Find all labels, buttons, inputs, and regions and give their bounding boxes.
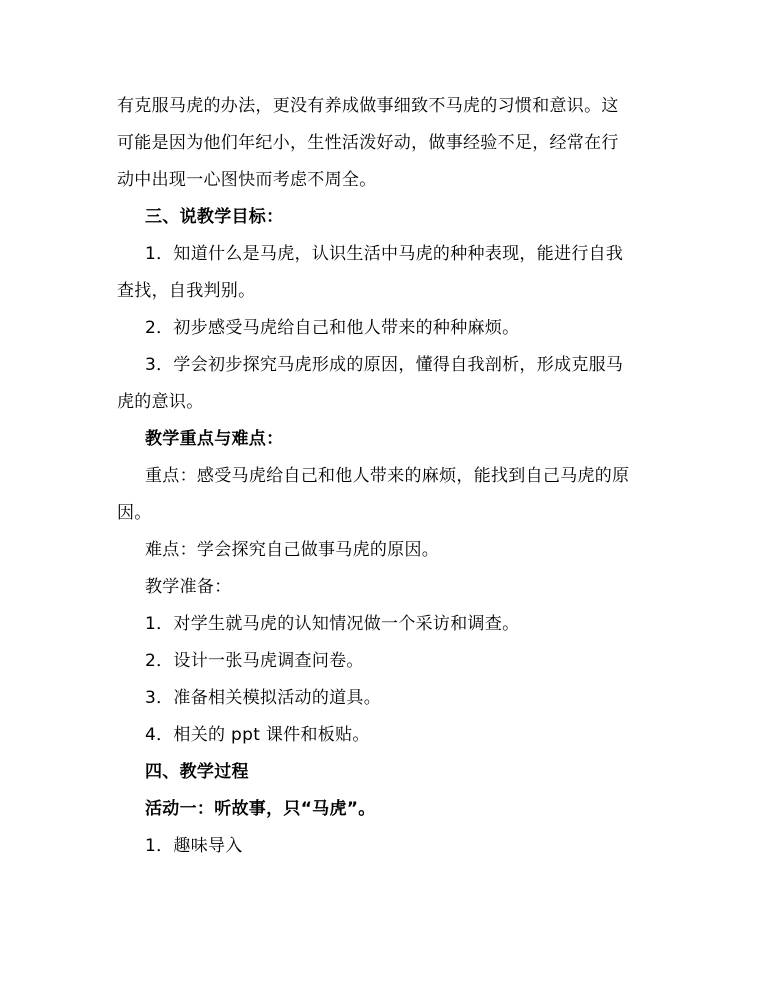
list-item: 2．初步感受马虎给自己和他人带来的种种麻烦。	[145, 318, 520, 338]
paragraph-line: 动中出现一心图快而考虑不周全。	[117, 170, 377, 190]
section-heading: 教学重点与难点：	[145, 429, 284, 449]
list-item: 2．设计一张马虎调查问卷。	[145, 651, 364, 671]
paragraph-line: 重点：感受马虎给自己和他人带来的麻烦，能找到自己马虎的原	[145, 466, 630, 486]
list-item-continuation: 查找，自我判别。	[117, 281, 256, 301]
paragraph-line: 因。	[117, 503, 152, 523]
list-item: 1．趣味导入	[145, 836, 243, 856]
list-item: 4．相关的 ppt 课件和板贴。	[145, 725, 370, 745]
section-heading: 四、教学过程	[145, 762, 249, 782]
list-item: 3．准备相关模拟活动的道具。	[145, 688, 382, 708]
paragraph-line: 可能是因为他们年纪小，生性活泼好动，做事经验不足，经常在行	[117, 133, 619, 153]
section-heading: 三、说教学目标：	[145, 207, 284, 227]
activity-heading: 活动一：听故事，只“马虎”。	[145, 799, 376, 819]
list-item: 3．学会初步探究马虎形成的原因，懂得自我剖析，形成克服马	[145, 355, 624, 375]
list-item-continuation: 虎的意识。	[117, 392, 204, 412]
list-item: 1．知道什么是马虎，认识生活中马虎的种种表现，能进行自我	[145, 244, 624, 264]
paragraph-line: 有克服马虎的办法，更没有养成做事细致不马虎的习惯和意识。这	[117, 96, 619, 116]
list-item: 1．对学生就马虎的认知情况做一个采访和调查。	[145, 614, 520, 634]
paragraph-line: 难点：学会探究自己做事马虎的原因。	[145, 540, 440, 560]
section-subheading: 教学准备：	[145, 577, 232, 597]
